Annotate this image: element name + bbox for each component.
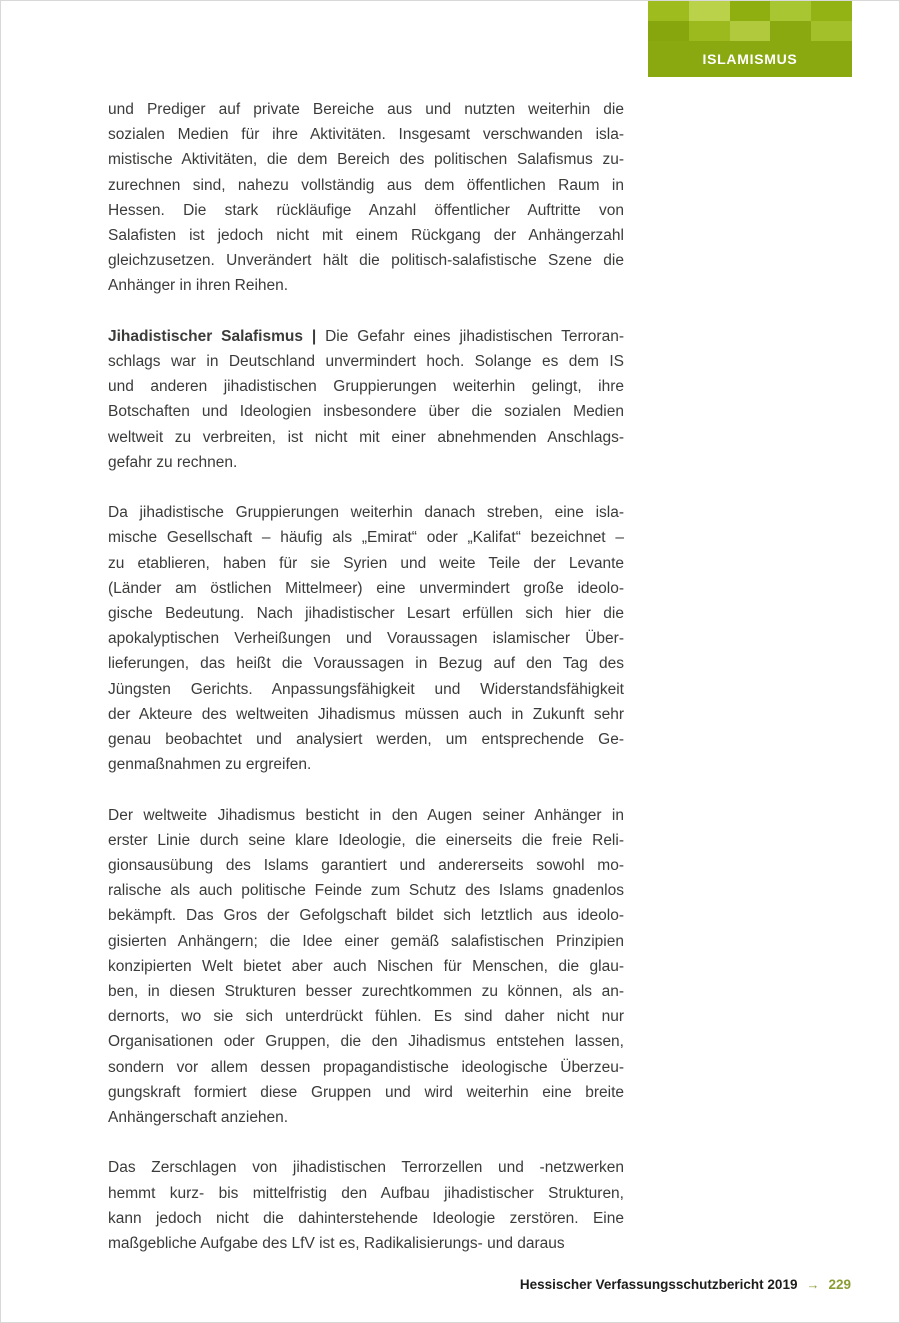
text-line: Jüngsten Gerichts. Anpassungsfähigkeit und Widerstandsfähigkeit: [108, 680, 624, 698]
text-line: gefahr zu rechnen.: [108, 453, 238, 471]
report-title: Hessischer Verfassungsschutzbericht 2019: [519, 1277, 798, 1292]
mosaic-tile: [770, 21, 811, 41]
mosaic-tile: [689, 21, 730, 41]
paragraph: [108, 500, 624, 777]
page-number: 229: [828, 1277, 851, 1292]
text-line: gische Bedeutung. Nach jihadistischer Lesart erfüllen sich hier die: [108, 605, 624, 623]
text-line: weltweit zu verbreiten, ist nicht mit einer abnehmenden Anschlags-: [108, 428, 624, 446]
paragraph-lead: Jihadistischer Salafismus |: [108, 327, 317, 345]
mosaic-tile: [811, 1, 852, 21]
text-line: und Prediger auf private Bereiche aus und nutzten weiterhin die: [108, 101, 624, 118]
body-text: [108, 97, 624, 1256]
text-line: apokalyptischen Verheißungen und Voraussagen islamischer Über-: [108, 630, 624, 648]
page-footer: [520, 1277, 851, 1292]
text-line: Salafisten ist jedoch nicht mit einem Rückgang der Anhängerzahl: [108, 227, 624, 245]
text-line: Organisationen oder Gruppen, die den Jihadismus entstehen lassen,: [108, 1033, 624, 1051]
text-line: sozialen Medien für ihre Aktivitäten. Insgesamt verschwanden isla-: [108, 126, 624, 144]
text-line: mische Gesellschaft – häufig als „Emirat“ oder „Kalifat“ bezeichnet –: [108, 529, 624, 547]
text-line: Anhängerschaft anziehen.: [108, 1109, 289, 1127]
text-line: zu etablieren, haben für sie Syrien und weite Teile der Levante: [108, 554, 624, 572]
text-line: Da jihadistische Gruppierungen weiterhin danach streben, eine isla-: [108, 504, 624, 522]
text-line: Anhänger in ihren Reihen.: [108, 277, 289, 295]
mosaic-tile: [730, 21, 771, 41]
text-line: Hessen. Die stark rückläufige Anzahl öffentlicher Auftritte von: [108, 201, 624, 219]
header-mosaic: [648, 1, 852, 41]
text-line: ben, in diesen Strukturen besser zurechtkommen zu können, als an-: [108, 983, 624, 1001]
text-line: der Akteure des weltweiten Jihadismus müssen auch in Zukunft sehr: [108, 705, 624, 723]
text-line: genau beobachtet und analysiert werden, um entsprechende Ge-: [108, 731, 624, 749]
mosaic-tile: [648, 1, 689, 21]
mosaic-tile: [730, 1, 771, 21]
text-line: gleichzusetzen. Unverändert hält die politisch-salafistische Szene die: [108, 252, 624, 270]
text-line: Der weltweite Jihadismus besticht in den Augen seiner Anhänger in: [108, 806, 624, 824]
text-line: genmaßnahmen zu ergreifen.: [108, 756, 312, 774]
paragraph: [108, 324, 624, 475]
text-line: hemmt kurz- bis mittelfristig den Aufbau jihadistischer Strukturen,: [108, 1184, 624, 1202]
text-line: konzipierten Welt bietet aber auch Nischen für Menschen, die glau-: [108, 957, 624, 975]
text-line: Jihadistischer Salafismus | Die Gefahr eines jihadistischen Terroran-: [108, 327, 624, 345]
mosaic-tile: [770, 1, 811, 21]
mosaic-tile: [648, 21, 689, 41]
text-line: Das Zerschlagen von jihadistischen Terrorzellen und -netzwerken: [108, 1159, 624, 1177]
paragraph: [108, 803, 624, 1131]
text-line: lieferungen, das heißt die Voraussagen in Bezug auf den Tag des: [108, 655, 624, 673]
text-line: kann jedoch nicht die dahinterstehende Ideologie zerstören. Eine: [108, 1209, 624, 1227]
text-line: mistische Aktivitäten, die dem Bereich des politischen Salafismus zu-: [108, 151, 624, 169]
mosaic-tile: [811, 21, 852, 41]
text-line: bekämpft. Das Gros der Gefolgschaft bildet sich letztlich aus ideolo-: [108, 907, 624, 925]
text-line: gionsausübung des Islams garantiert und andererseits sowohl mo-: [108, 857, 624, 875]
paragraph: [108, 97, 624, 299]
arrow-icon: →: [806, 1277, 820, 1292]
text-line: maßgebliche Aufgabe des LfV ist es, Radikalisierungs- und daraus: [108, 1235, 565, 1253]
text-line: gisierten Anhängern; die Idee einer gemäß salafistischen Prinzipien: [108, 932, 624, 950]
text-line: ralische als auch politische Feinde zum Schutz des Islams gnadenlos: [108, 882, 624, 900]
paragraph: [108, 1155, 624, 1256]
section-header: [648, 1, 852, 77]
text-line: dernorts, wo sie sich unterdrückt fühlen. Es sind daher nicht nur: [108, 1008, 624, 1026]
text-line: gungskraft formiert diese Gruppen und wird weiterhin eine breite: [108, 1083, 624, 1101]
section-label-band: [648, 41, 852, 77]
section-title: ISLAMISMUS: [702, 51, 798, 67]
text-line: (Länder am östlichen Mittelmeer) eine unvermindert große ideolo-: [108, 579, 624, 597]
text-line: erster Linie durch seine klare Ideologie, die einerseits die freie Reli-: [108, 831, 624, 849]
text-line: zurechnen sind, nahezu vollständig aus dem öffentlichen Raum in: [108, 176, 624, 194]
text-line: sondern vor allem dessen propagandistische ideologische Überzeu-: [108, 1058, 624, 1076]
text-line: und anderen jihadistischen Gruppierungen weiterhin gelingt, ihre: [108, 378, 624, 396]
mosaic-tile: [689, 1, 730, 21]
text-line: Botschaften und Ideologien insbesondere über die sozialen Medien: [108, 403, 624, 421]
text-line: schlags war in Deutschland unvermindert hoch. Solange es dem IS: [108, 353, 624, 371]
